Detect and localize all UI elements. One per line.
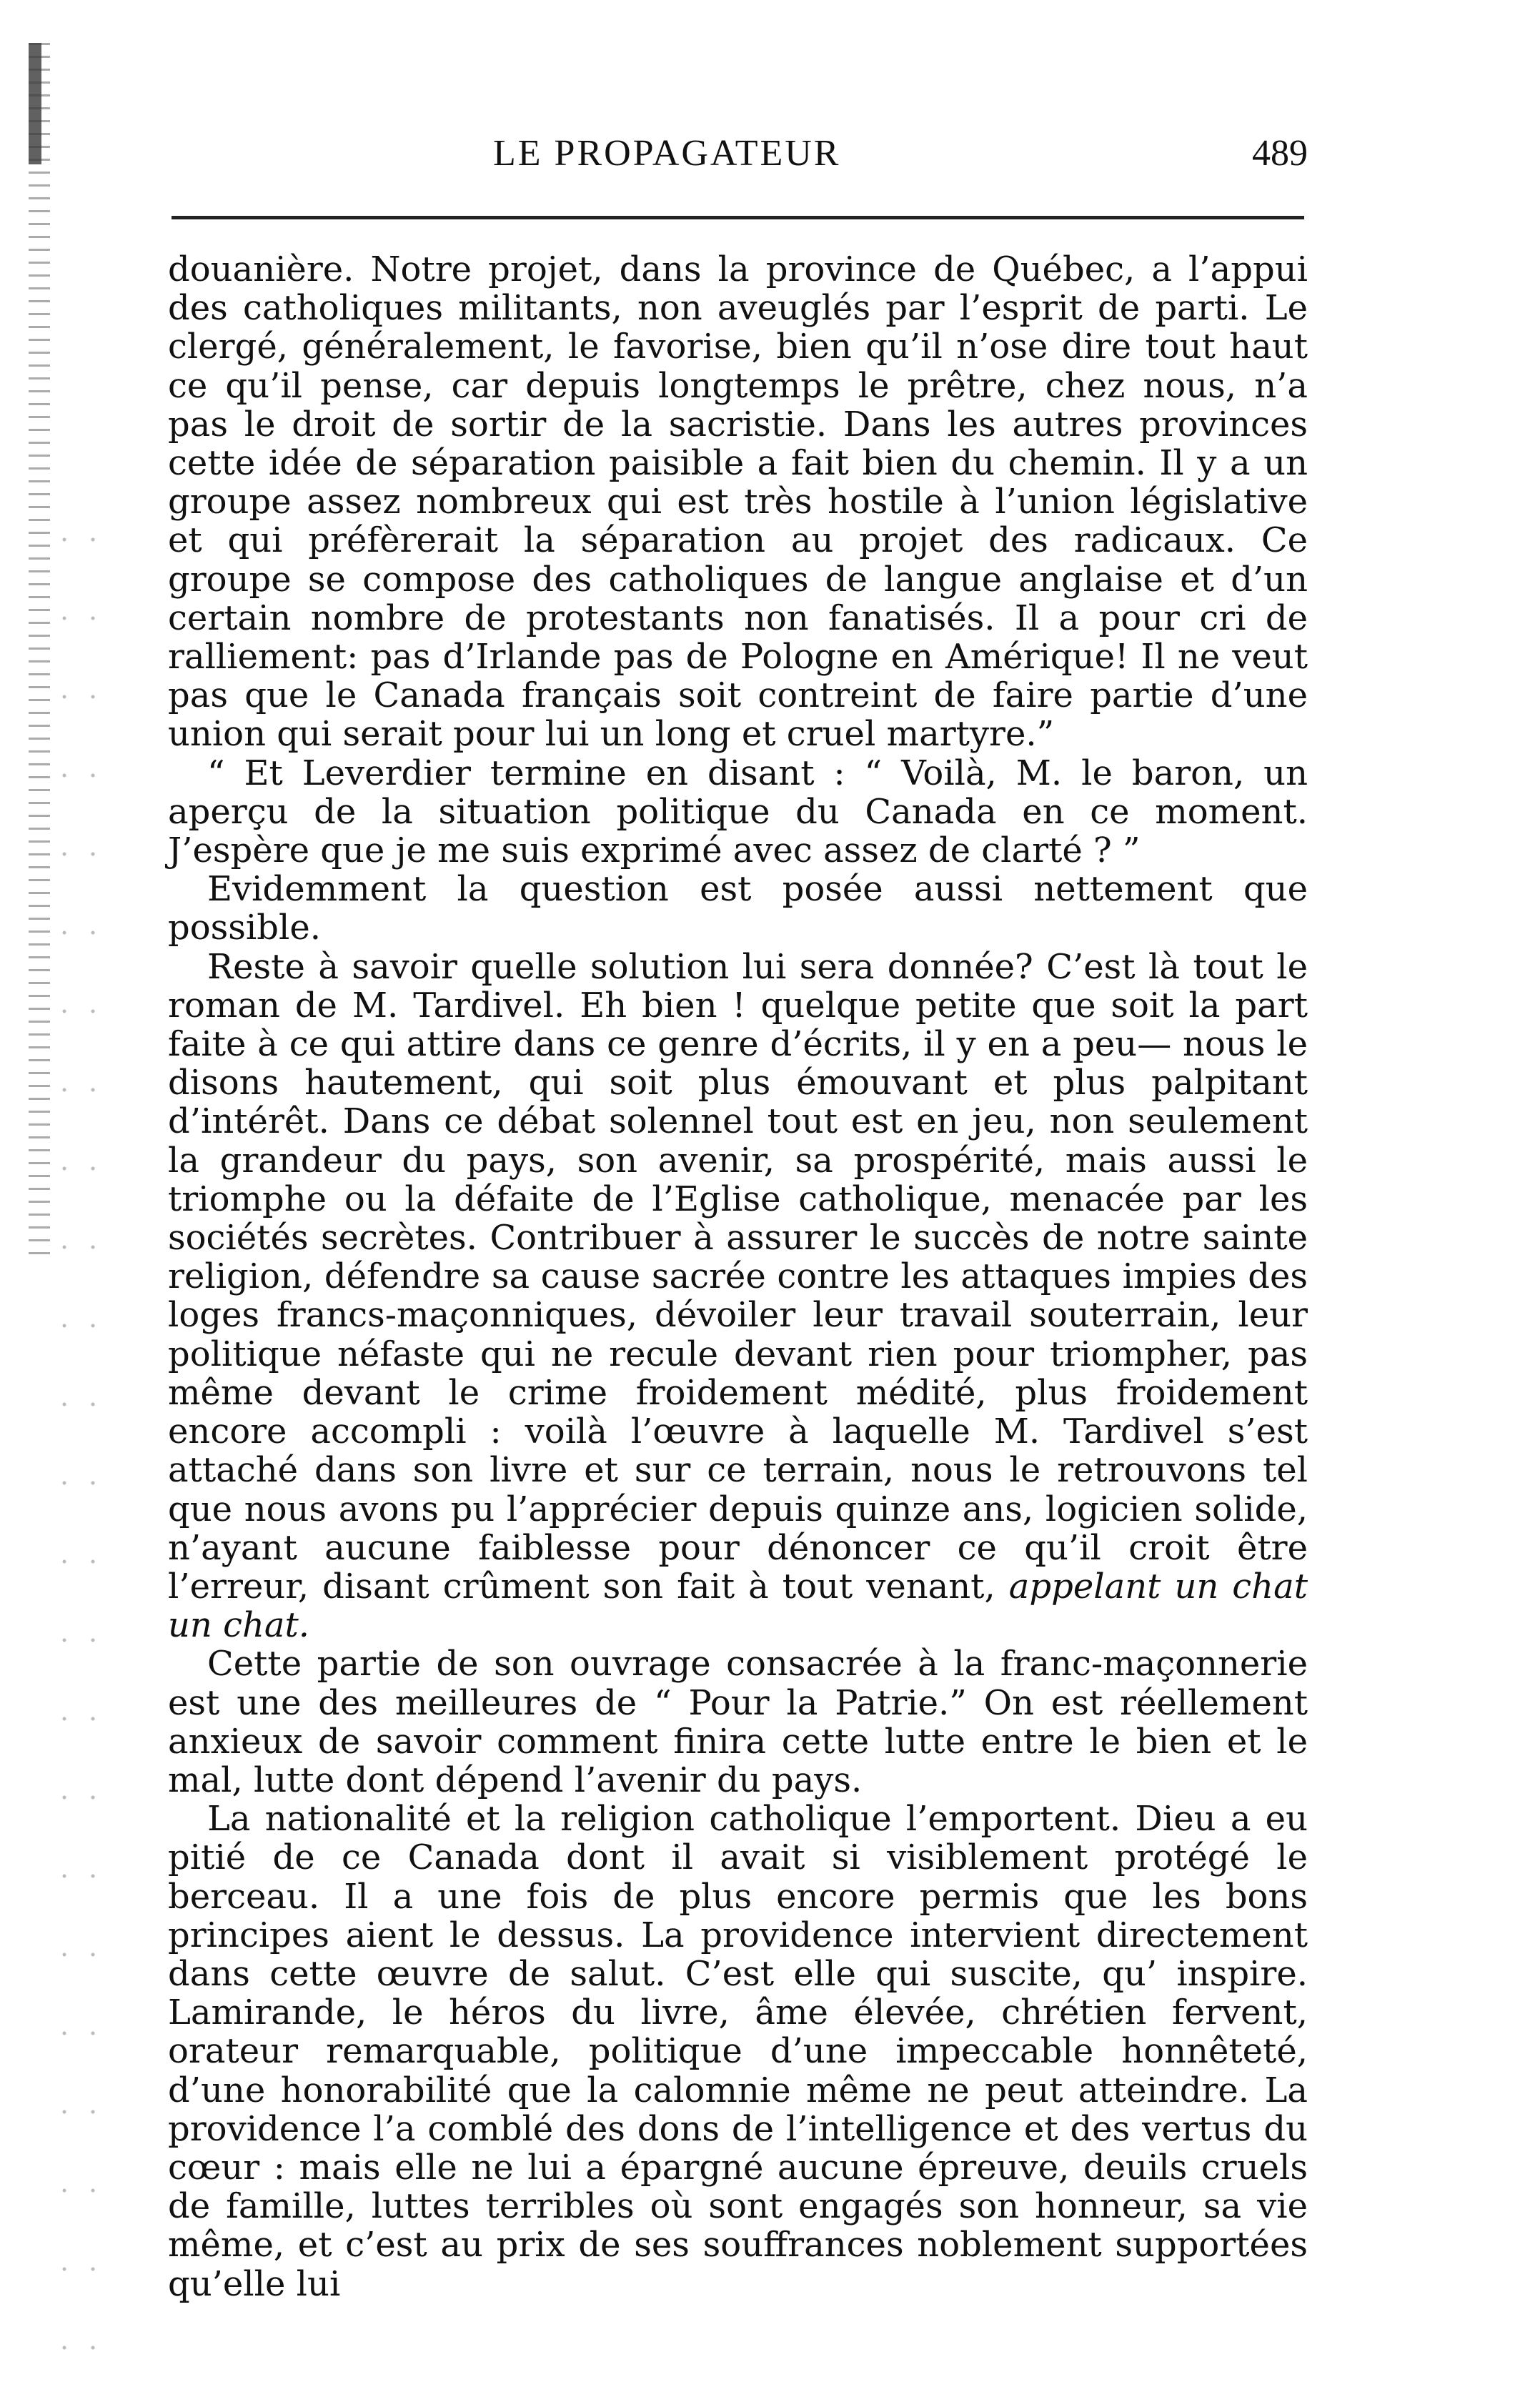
running-title: LE PROPAGATEUR <box>493 133 841 174</box>
paragraph-2: “ Et Leverdier termine en disant : “ Voilà, M. le baron, un aperçu de la situation politique du Canada en ce moment. J’espère que je me suis exprimé avec assez de clarté ? ” <box>168 753 1308 871</box>
paragraph-6: La nationalité et la religion catholique l’emportent. Dieu a eu pitié de ce Canada dont il avait si visiblement protégé le berceau. Il a une fois de plus encore permis que les bons principes aient le dessus. La providence intervient directement dans cette œuvre de salut. C’est elle qui suscite, qu’ inspire. Lamirande, le héros du livre, âme élevée, chrétien fervent, orateur remarquable, politique d’une impeccable honnêteté, d’une honorabilité que la calomnie même ne peut atteindre. La providence l’a comblé des dons de l’intelligence et des vertus du cœur : mais elle ne lui a épargné aucune épreuve, deuils cruels de famille, luttes terribles où sont engagés son honneur, sa vie même, et c’est au prix de ses souffrances noblement supportées qu’elle lui <box>168 1799 1308 2304</box>
italic-phrase: appelant un chat un chat. <box>168 1566 1308 1646</box>
paragraph-4-text: Reste à savoir quelle solution lui sera donnée? C’est là tout le roman de M. Tardivel. Eh bien ! quelque petite que soit la part faite à ce qui attire dans ce genre d’écrits, il y en a peu— nous le disons hautement, qui soit plus émouvant et plus palpitant d’intérêt. Dans ce débat solennel tout est en jeu, non seulement la grandeur du pays, son avenir, sa prospérité, mais aussi le triomphe ou la défaite de l’Eglise catholique, menacée par les sociétés secrètes. Contribuer à assurer le succès de notre sainte religion, défendre sa cause sacrée contre les attaques impies des loges francs-maçonniques, dévoiler leur travail souterrain, leur politique néfaste qui ne recule devant rien pour triompher, pas même devant le crime froidement médité, plus froidement encore accompli : voilà l’œuvre à laquelle M. Tardivel s’est attaché dans son livre et sur ce terrain, nous le retrouvons tel que nous avons pu l’apprécier depuis quinze ans, logicien solide, n’ayant aucune faiblesse pour dénoncer ce qu’il croit être l’erreur, disant crûment son fait à tout venant, <box>168 946 1308 1607</box>
binding-edge <box>29 43 50 1258</box>
margin-specks <box>50 500 107 2358</box>
binding-shadow <box>29 43 41 164</box>
paragraph-5: Cette partie de son ouvrage consacrée à la franc-maçonnerie est une des meilleures de “ Pour la Patrie.” On est réellement anxieux de savoir comment finira cette lutte entre le bien et le mal, lutte dont dépend l’avenir du pays. <box>168 1644 1308 1800</box>
paragraph-1: douanière. Notre projet, dans la province de Québec, a l’appui des catholiques militants, non aveuglés par l’esprit de parti. Le clergé, généralement, le favorise, bien qu’il n’ose dire tout haut ce qu’il pense, car depuis longtemps le prêtre, chez nous, n’a pas le droit de sortir de la sacristie. Dans les autres provinces cette idée de séparation paisible a fait bien du chemin. Il y a un groupe assez nombreux qui est très hostile à l’union législative et qui préfèrerait la séparation au projet des radicaux. Ce groupe se compose des catholiques de langue anglaise et d’un certain nombre de protestants non fanatisés. Il a pour cri de ralliement: pas d’Irlande pas de Pologne en Amérique! Il ne veut pas que le Canada français soit contreint de faire partie d’une union qui serait pour lui un long et cruel martyre.” <box>168 249 1308 755</box>
page-number: 489 <box>1252 133 1308 174</box>
page-header <box>164 132 1308 189</box>
paragraph-3: Evidemment la question est posée aussi nettement que possible. <box>168 869 1308 948</box>
paragraph-4 <box>168 948 1308 1645</box>
body-text <box>168 250 1308 2303</box>
header-rule <box>172 216 1304 219</box>
